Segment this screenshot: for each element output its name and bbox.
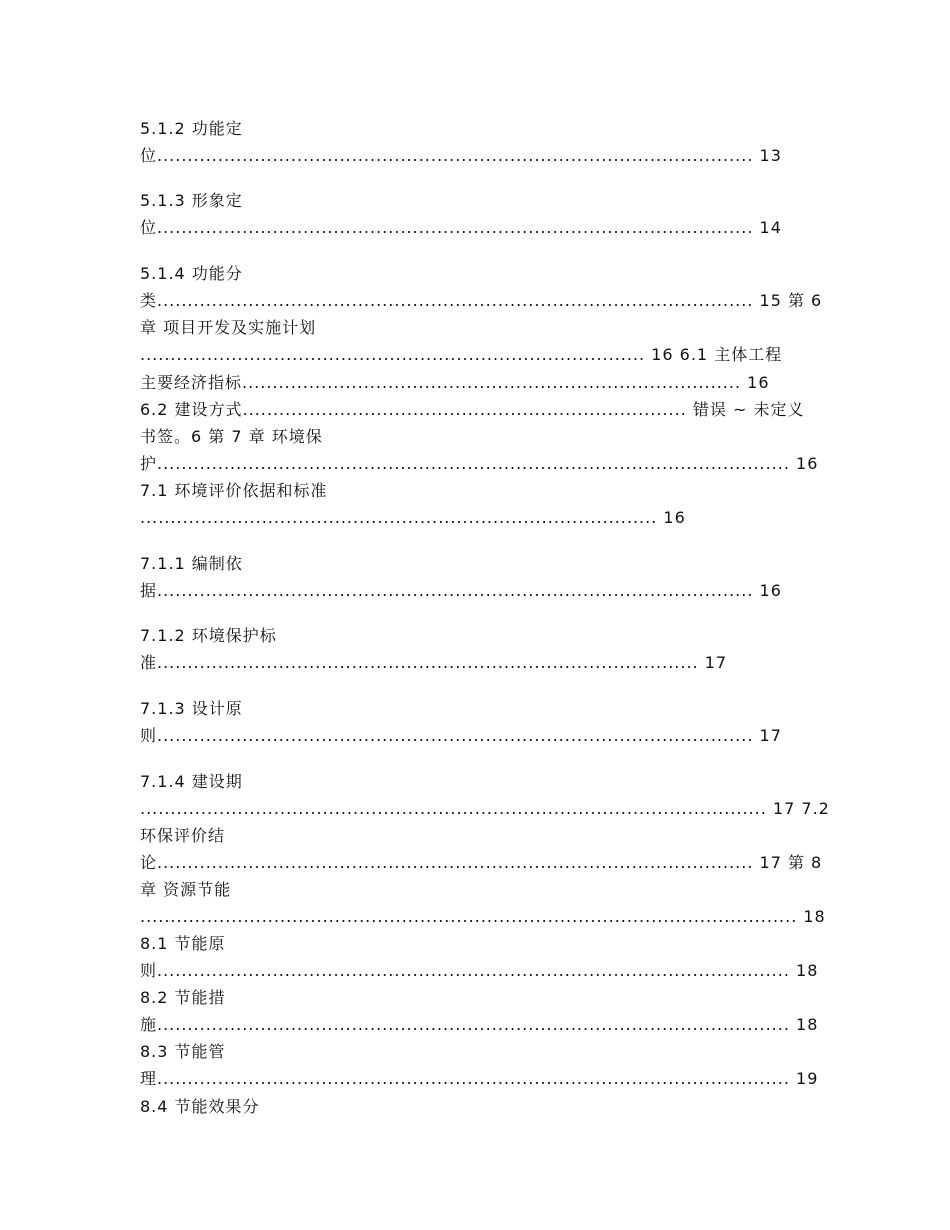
toc-line: 章 项目开发及实施计划 bbox=[140, 318, 317, 337]
toc-line: 环保评价结 bbox=[140, 826, 226, 845]
toc-line: 准......................................................................................... 17 bbox=[140, 653, 728, 672]
toc-line: 章 资源节能 bbox=[140, 880, 232, 899]
toc-line: 则.................................................................................................. 17 bbox=[140, 726, 782, 745]
toc-line: 8.1 节能原 bbox=[140, 934, 226, 953]
toc-line: ..................................................................................... 16 bbox=[140, 508, 686, 527]
toc-line: 7.1.2 环境保护标 bbox=[140, 626, 277, 645]
toc-line: 5.1.3 形象定 bbox=[140, 191, 243, 210]
toc-line: 护........................................................................................................ 16 bbox=[140, 454, 819, 473]
toc-line: 5.1.2 功能定 bbox=[140, 119, 243, 138]
toc-line: ................................................................................... 16 6.1 主体工程 bbox=[140, 345, 783, 364]
toc-line: 8.2 节能措 bbox=[140, 988, 226, 1007]
toc-line: 7.1.3 设计原 bbox=[140, 699, 243, 718]
toc-line: 位.................................................................................................. 14 bbox=[140, 218, 782, 237]
toc-line: 8.3 节能管 bbox=[140, 1042, 226, 1061]
toc-line: 论.................................................................................................. 17 第 8 bbox=[140, 853, 823, 872]
toc-line: 7.1.1 编制依 bbox=[140, 554, 243, 573]
toc-line: 8.4 节能效果分 bbox=[140, 1097, 260, 1116]
toc-line: 则........................................................................................................ 18 bbox=[140, 961, 819, 980]
toc-line: 书签。6 第 7 章 环境保 bbox=[140, 427, 323, 446]
toc-line: 6.2 建设方式......................................................................... 错误 ~ 未定义 bbox=[140, 400, 805, 419]
toc-line: 位.................................................................................................. 13 bbox=[140, 146, 782, 165]
toc-line: 主要经济指标.................................................................................. 16 bbox=[140, 373, 770, 392]
toc-line: 7.1.4 建设期 bbox=[140, 772, 243, 791]
toc-line: 类.................................................................................................. 15 第 6 bbox=[140, 291, 823, 310]
toc-line: 据.................................................................................................. 16 bbox=[140, 581, 782, 600]
toc-line: 理........................................................................................................ 19 bbox=[140, 1069, 819, 1088]
toc-line: 施........................................................................................................ 18 bbox=[140, 1015, 819, 1034]
toc-line: 7.1 环境评价依据和标准 bbox=[140, 481, 328, 500]
toc-line: 5.1.4 功能分 bbox=[140, 264, 243, 283]
toc-line: ....................................................................................................... 17 7.2 bbox=[140, 799, 830, 818]
toc-line: ............................................................................................................ 18 bbox=[140, 907, 826, 926]
